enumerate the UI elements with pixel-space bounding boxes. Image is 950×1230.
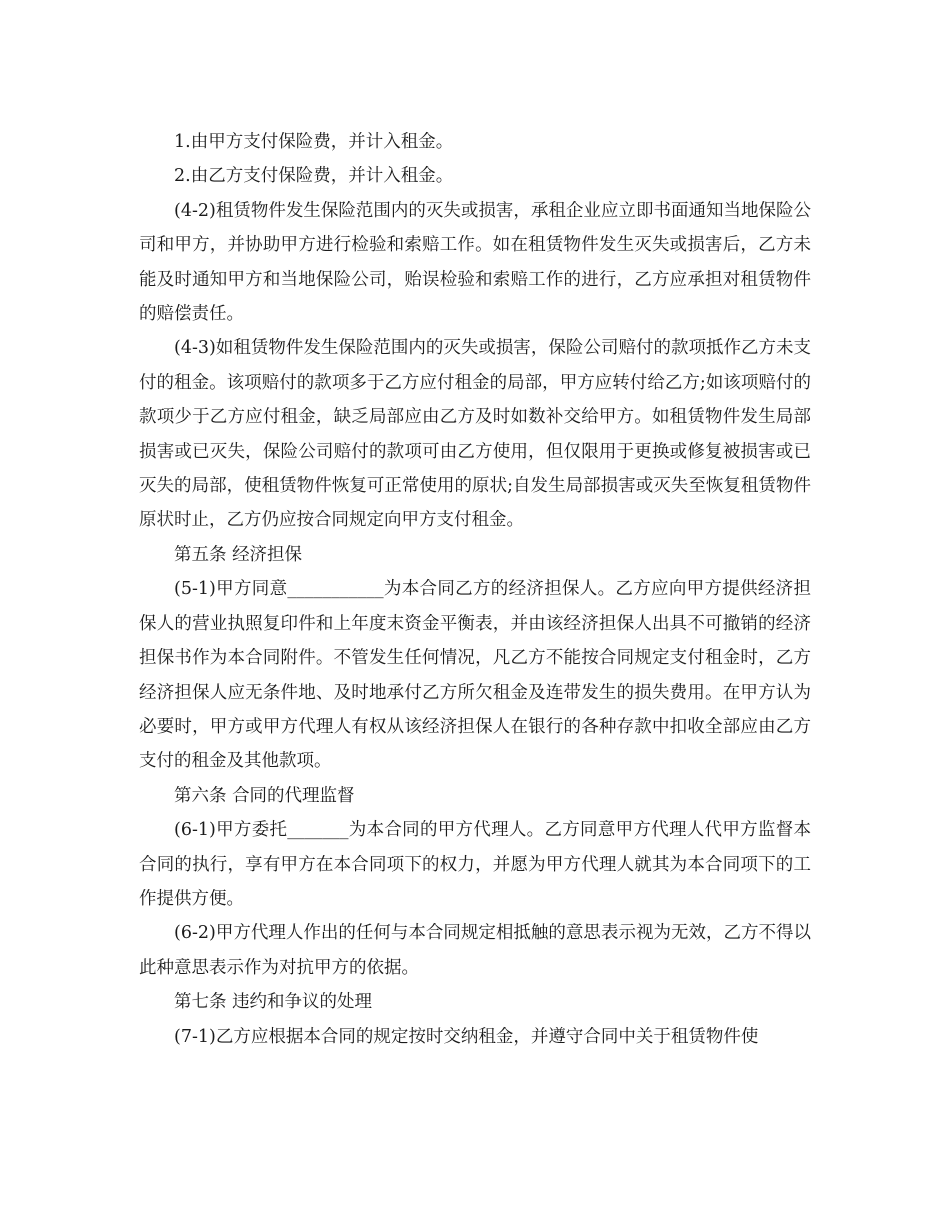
clause-item-1: 1.由甲方支付保险费，并计入租金。 <box>174 132 454 152</box>
document-body <box>139 125 811 1054</box>
clause-5-1: (5-1)甲方同意___________为本合同乙方的经济担保人。乙方应向甲方提供经济担保人的营业执照复印件和上年度末资金平衡表，并由该经济担保人出具不可撤销的经济担保书作为本合同附件。不管发生任何情况，凡乙方不能按合同规定支付租金时，乙方经济担保人应无条件地、及时地承付乙方所欠租金及连带发生的损失费用。在甲方认为必要时，甲方或甲方代理人有权从该经济担保人在银行的各种存款中扣收全部应由乙方支付的租金及其他款项。 <box>139 579 811 772</box>
clause-6-1: (6-1)甲方委托_______为本合同的甲方代理人。乙方同意甲方代理人代甲方监督本合同的执行，享有甲方在本合同项下的权力，并愿为甲方代理人就其为本合同项下的工作提供方便。 <box>139 820 811 909</box>
article-6-heading: 第六条 合同的代理监督 <box>174 785 355 806</box>
clause-4-2: (4-2)租赁物件发生保险范围内的灭失或损害，承租企业应立即书面通知当地保险公司和甲方，并协助甲方进行检验和索赔工作。如在租赁物件发生灭失或损害后，乙方未能及时通知甲方和当地保险公司，贻误检验和索赔工作的进行，乙方应承担对租赁物件的赔偿责任。 <box>139 200 811 325</box>
clause-item-2: 2.由乙方支付保险费，并计入租金。 <box>174 166 454 187</box>
article-7-heading: 第七条 违约和争议的处理 <box>174 992 373 1013</box>
clause-4-3: (4-3)如租赁物件发生保险范围内的灭失或损害，保险公司赔付的款项抵作乙方未支付的租金。该项赔付的款项多于乙方应付租金的局部，甲方应转付给乙方;如该项赔付的款项少于乙方应付租金，缺乏局部应由乙方及时如数补交给甲方。如租赁物件发生局部损害或已灭失，保险公司赔付的款项可由乙方使用，但仅限用于更换或修复被损害或已灭失的局部，使租赁物件恢复可正常使用的原状;自发生局部损害或灭失至恢复租赁物件原状时止，乙方仍应按合同规定向甲方支付租金。 <box>139 338 811 531</box>
article-5-heading: 第五条 经济担保 <box>174 544 303 565</box>
clause-7-1: (7-1)乙方应根据本合同的规定按时交纳租金，并遵守合同中关于租赁物件使 <box>174 1026 759 1047</box>
clause-6-2: (6-2)甲方代理人作出的任何与本合同规定相抵触的意思表示视为无效，乙方不得以此种意思表示作为对抗甲方的依据。 <box>139 923 811 978</box>
